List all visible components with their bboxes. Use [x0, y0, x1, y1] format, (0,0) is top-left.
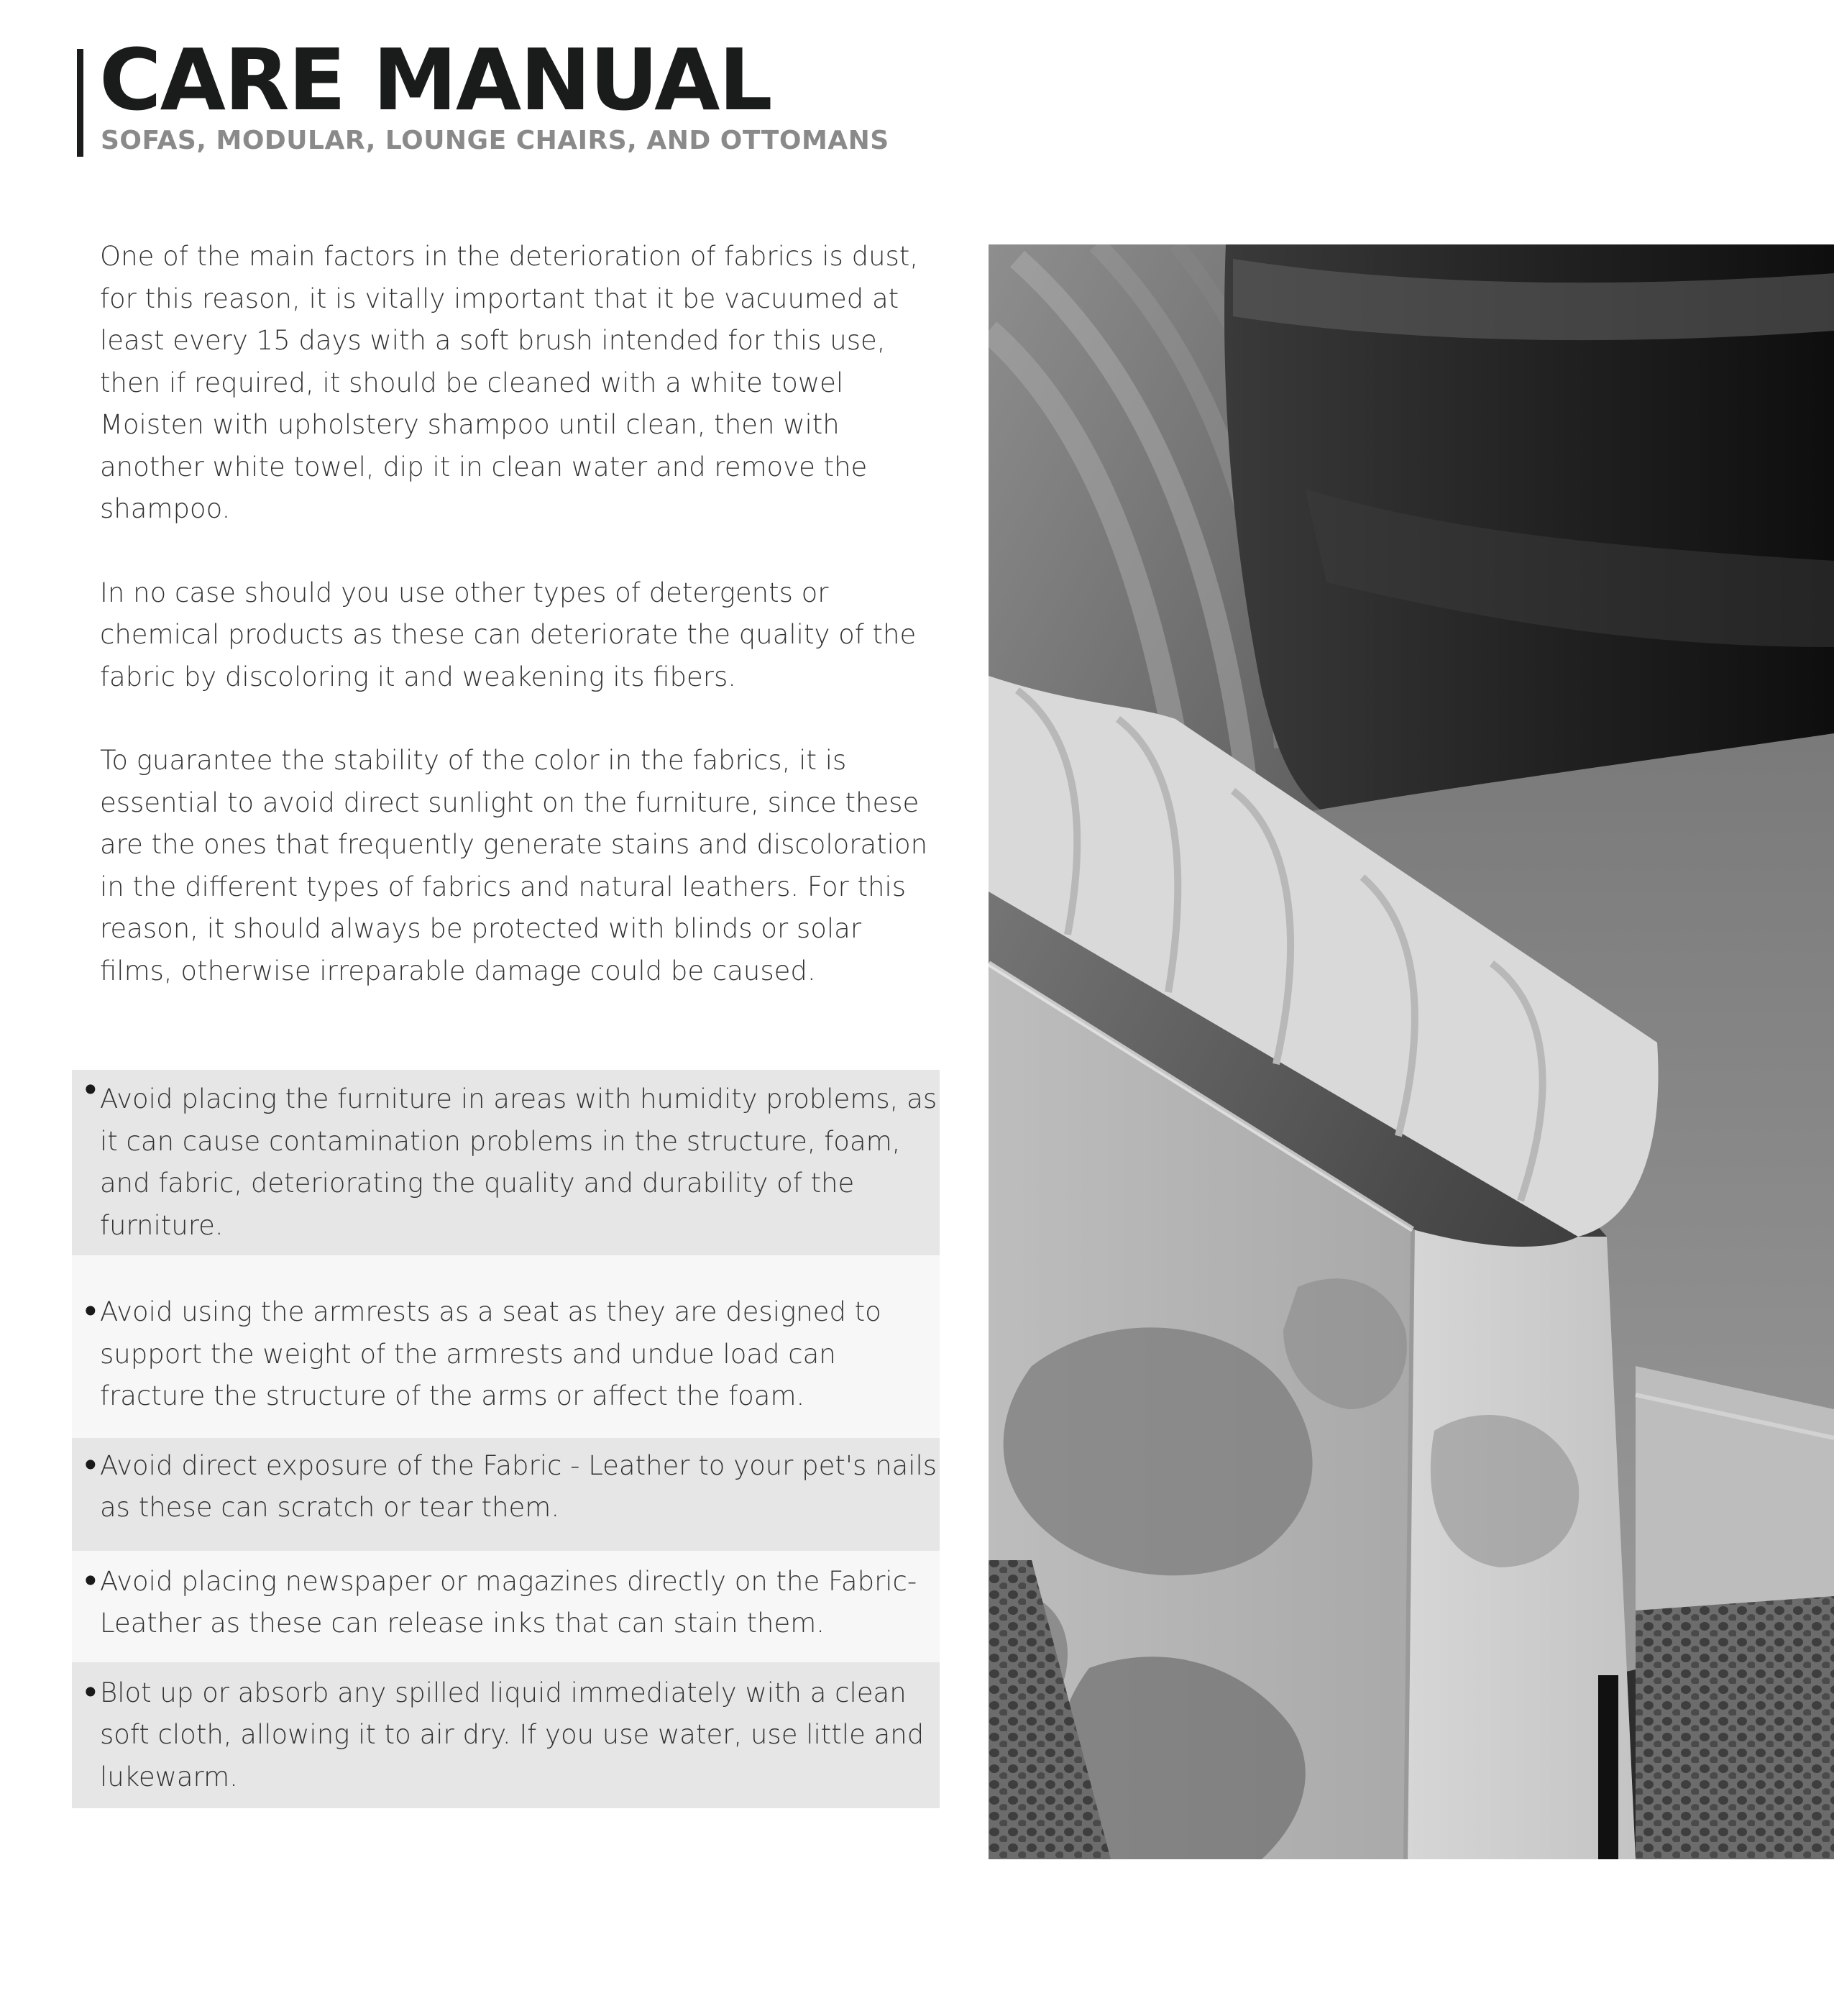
tip-text: Avoid direct exposure of the Fabric - Leather to your pet's nails as these can scratch or tear them. — [100, 1449, 937, 1523]
tip-text: Avoid placing the furniture in areas with humidity problems, as it can cause contamination problems in the structure, foam, and fabric, deteriorating the quality and durability of the furniture. — [100, 1083, 937, 1241]
bullet-icon: • — [82, 1677, 99, 1708]
tip-text: Avoid using the armrests as a seat as they are designed to support the weight of the armrests and undue load can fracture the structure of the arms or affect the foam. — [100, 1296, 881, 1411]
intro-paragraph-dust: One of the main factors in the deterioration of fabrics is dust, for this reason, it is vitally important that it be vacuumed at least every 15 days with a soft brush intended for this use, then if required, it should be cleaned with a white towel Moisten with upholstery shampoo until clean, then with another white towel, dip it in clean water and remove the shampoo. — [100, 241, 919, 524]
sofa-armrest-photo — [989, 244, 1834, 1859]
bullet-icon: • — [82, 1449, 99, 1481]
tip-item-humidity — [72, 1070, 940, 1255]
tip-item-pets — [72, 1438, 940, 1551]
tip-text: Blot up or absorb any spilled liquid immediately with a clean soft cloth, allowing it to air dry. If you use water, use little and lukewarm. — [100, 1677, 925, 1792]
tip-text: Avoid placing newspaper or magazines directly on the Fabric-Leather as these can release inks that can stain them. — [100, 1565, 917, 1639]
intro-paragraph-detergents: In no case should you use other types of detergents or chemical products as these can deteriorate the quality of the fabric by discoloring it and weakening its fibers. — [100, 577, 917, 692]
bullet-icon: • — [82, 1565, 99, 1597]
tip-item-newspaper — [72, 1551, 940, 1662]
page-subtitle: SOFAS, MODULAR, LOUNGE CHAIRS, AND OTTOMANS — [101, 126, 889, 155]
page-title: CARE MANUAL — [99, 30, 771, 129]
title-accent-bar — [77, 49, 83, 157]
tip-item-spills — [72, 1662, 940, 1809]
bullet-icon: • — [82, 1296, 99, 1327]
care-tips-list — [72, 1070, 940, 1808]
bullet-icon: • — [82, 1075, 99, 1106]
intro-section — [100, 236, 941, 1034]
tip-item-armrests — [72, 1255, 940, 1438]
intro-paragraph-sunlight: To guarantee the stability of the color in the fabrics, it is essential to avoid direct sunlight on the furniture, since these are the ones that frequently generate stains and discoloration in the different types of fabrics and natural leathers. For this reason, it should always be protected with blinds or solar films, otherwise irreparable damage could be caused. — [100, 745, 928, 986]
